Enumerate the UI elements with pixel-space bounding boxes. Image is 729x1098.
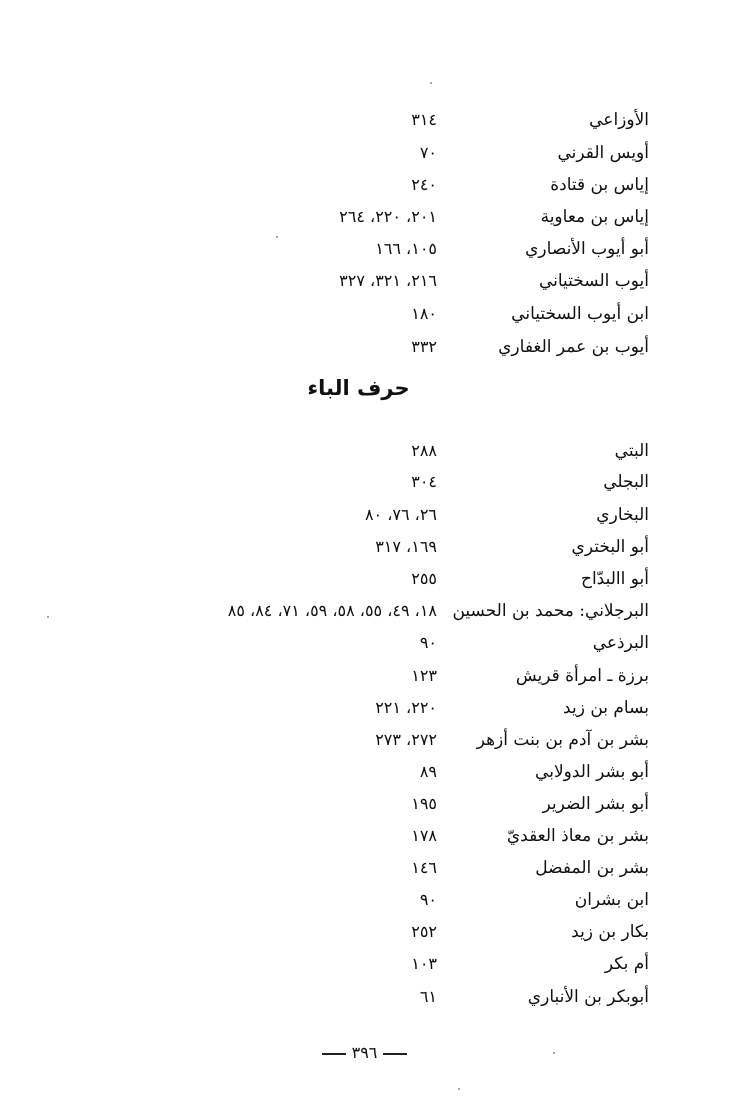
entry-page-refs: ٢٤٠: [411, 175, 437, 194]
index-entry: [0, 724, 729, 756]
index-entry: [0, 201, 729, 233]
entry-name: بسام بن زيد: [563, 698, 649, 718]
index-entry: [0, 788, 729, 820]
footer-dash-left: [322, 1053, 346, 1055]
entry-page-refs: ١٠٥، ١٦٦: [375, 239, 437, 258]
entry-page-refs: ٢١٦، ٣٢١، ٣٢٧: [339, 271, 437, 290]
entry-page-refs: ٢٥٥: [411, 569, 437, 588]
entry-name: بشر بن معاذ العقديّ: [506, 826, 649, 846]
entry-name: بشر بن آدم بن بنت أزهر: [476, 730, 649, 750]
index-entry: [0, 466, 729, 498]
index-entry: [0, 948, 729, 980]
index-entry: [0, 435, 729, 467]
entry-name: إياس بن قتادة: [550, 175, 649, 195]
entry-name: أبو أيوب الأنصاري: [525, 239, 649, 259]
entry-name: أبو بشر الدولابي: [535, 762, 649, 782]
scan-speck: [430, 82, 432, 84]
scan-speck: [553, 1052, 555, 1054]
entry-name: برزة ـ امرأة قريش: [515, 666, 649, 686]
entry-page-refs: ١٢٣: [411, 666, 437, 685]
entry-name: أيوب السختياني: [538, 271, 649, 291]
page-number: ٣٩٦: [351, 1043, 378, 1062]
scan-speck: [276, 236, 278, 238]
entry-name: الأوزاعي: [589, 110, 649, 130]
entry-page-refs: ٩٠: [419, 890, 437, 909]
entry-page-refs: ٢٠١، ٢٢٠، ٢٦٤: [339, 207, 437, 226]
entry-page-refs: ٢٢٠، ٢٢١: [375, 698, 437, 717]
entry-page-refs: ١٨٠: [411, 304, 437, 323]
entry-name: البتي: [614, 441, 649, 461]
entry-name: أبو االبدّاح: [580, 569, 649, 589]
index-entry: [0, 820, 729, 852]
entry-name: البرذعي: [592, 633, 649, 653]
entry-page-refs: ٢٦، ٧٦، ٨٠: [364, 505, 437, 524]
entry-name: أبو بشر الضرير: [542, 794, 649, 814]
entry-page-refs: ١٨، ٤٩، ٥٥، ٥٨، ٥٩، ٧١، ٨٤، ٨٥: [227, 601, 437, 620]
entry-name: البرجلاني: محمد بن الحسين: [452, 601, 649, 621]
entry-page-refs: ٣٠٤: [411, 472, 437, 491]
footer-dash-right: [383, 1053, 407, 1055]
entry-page-refs: ١٠٣: [411, 954, 437, 973]
entry-page-refs: ١٧٨: [411, 826, 437, 845]
entry-name: بكار بن زيد: [571, 922, 649, 942]
entry-page-refs: ١٤٦: [411, 858, 437, 877]
index-entry: [0, 531, 729, 563]
section-heading: [0, 368, 729, 408]
entry-page-refs: ٩٠: [419, 633, 437, 652]
index-entry: [0, 104, 729, 136]
entry-page-refs: ٨٩: [419, 762, 437, 781]
section-heading-text: حرف الباء: [307, 376, 410, 400]
entry-page-refs: ٦١: [419, 987, 437, 1006]
entry-page-refs: ١٩٥: [411, 794, 437, 813]
index-entry: [0, 756, 729, 788]
index-entry: [0, 563, 729, 595]
index-entry: [0, 331, 729, 363]
entry-name: البجلي: [603, 472, 649, 492]
entry-page-refs: ١٦٩، ٣١٧: [375, 537, 437, 556]
entry-name: إياس بن معاوية: [540, 207, 649, 227]
entry-name: البخاري: [596, 505, 649, 525]
entry-name: بشر بن المفضل: [535, 858, 649, 878]
entry-name: ابن أيوب السختياني: [511, 304, 649, 324]
index-entry: [0, 265, 729, 297]
entry-page-refs: ٣٣٢: [411, 337, 437, 356]
entry-page-refs: ٣١٤: [411, 110, 437, 129]
index-entry: [0, 233, 729, 265]
index-entry: [0, 852, 729, 884]
index-entry: [0, 981, 729, 1013]
page-number-footer: [0, 1038, 729, 1068]
scan-speck: [458, 1088, 460, 1090]
entry-name: أويس القرني: [557, 143, 649, 163]
index-entry: [0, 627, 729, 659]
entry-name: أم بكر: [604, 954, 649, 974]
index-entry: [0, 298, 729, 330]
index-entry: [0, 499, 729, 531]
entry-page-refs: ٢٨٨: [411, 441, 437, 460]
entry-page-refs: ٢٥٢: [411, 922, 437, 941]
index-entry: [0, 137, 729, 169]
scan-speck: [47, 616, 49, 618]
index-entry: [0, 884, 729, 916]
entry-page-refs: ٢٧٢، ٢٧٣: [375, 730, 437, 749]
index-entry: [0, 169, 729, 201]
index-entry: [0, 916, 729, 948]
entry-name: أيوب بن عمر الغفاري: [498, 337, 649, 357]
entry-page-refs: ٧٠: [419, 143, 437, 162]
entry-name: ابن بشران: [574, 890, 649, 910]
entry-name: أبو البختري: [571, 537, 649, 557]
index-entry: [0, 692, 729, 724]
entry-name: أبوبكر بن الأنباري: [527, 987, 649, 1007]
index-entry: [0, 660, 729, 692]
index-entry: [0, 595, 729, 627]
